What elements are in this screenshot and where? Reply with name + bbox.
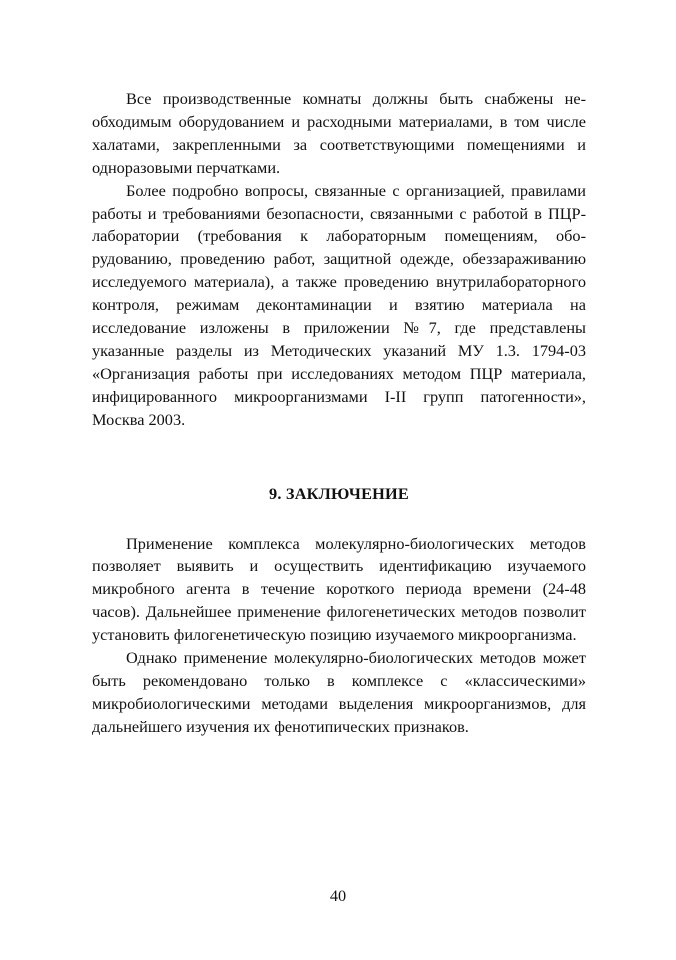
paragraph-conclusion-methods: Применение комплекса молекулярно-биологических методов позволяет выявить и осуществить идентификацию изучаемого микробного агента в течение короткого периода времени (24-48 часов). Дальнейшее применение филогенетических методов позволит установить филогенетическую позицию изучаемого микроорганизма. <box>92 533 586 645</box>
paragraph-pcr-lab-rules: Более подробно вопросы, связанные с организацией, правилами работы и требованиями безопасности, связанными с работой в ПЦР-лаборатории (требования к лабораторным помещениям, оборудованию, проведению работ, защитной одежде, обеззараживанию исследуемого материала), а также проведению внутрилабораторного контроля, режимам деконтаминации и взятию материала на исследование изложены в приложении №7, где представлены указанные разделы из Методических указаний МУ 1.3. 1794-03 «Организация работы при исследованиях методом ПЦР материала, инфицированного микроорганизмами I-II групп патогенности», Москва 2003. <box>92 180 586 429</box>
section-heading: 9. ЗАКЛЮЧЕНИЕ <box>269 483 409 503</box>
page-content <box>92 88 586 739</box>
page-number: 40 <box>329 886 347 905</box>
paragraph-equipment: Все производственные комнаты должны быть снабжены необходимым оборудованием и расходными материалами, в том числе халатами, закрепленными за соответствующими помещениями и одноразовыми перчатками. <box>92 89 586 177</box>
paragraph-conclusion-classical: Однако применение молекулярно-биологических методов может быть рекомендовано только в комплексе с «классическими» микробиологическими методами выделения микроорганизмов, для дальнейшего изучения их фенотипических признаков. <box>92 648 586 736</box>
section-body <box>92 533 586 739</box>
